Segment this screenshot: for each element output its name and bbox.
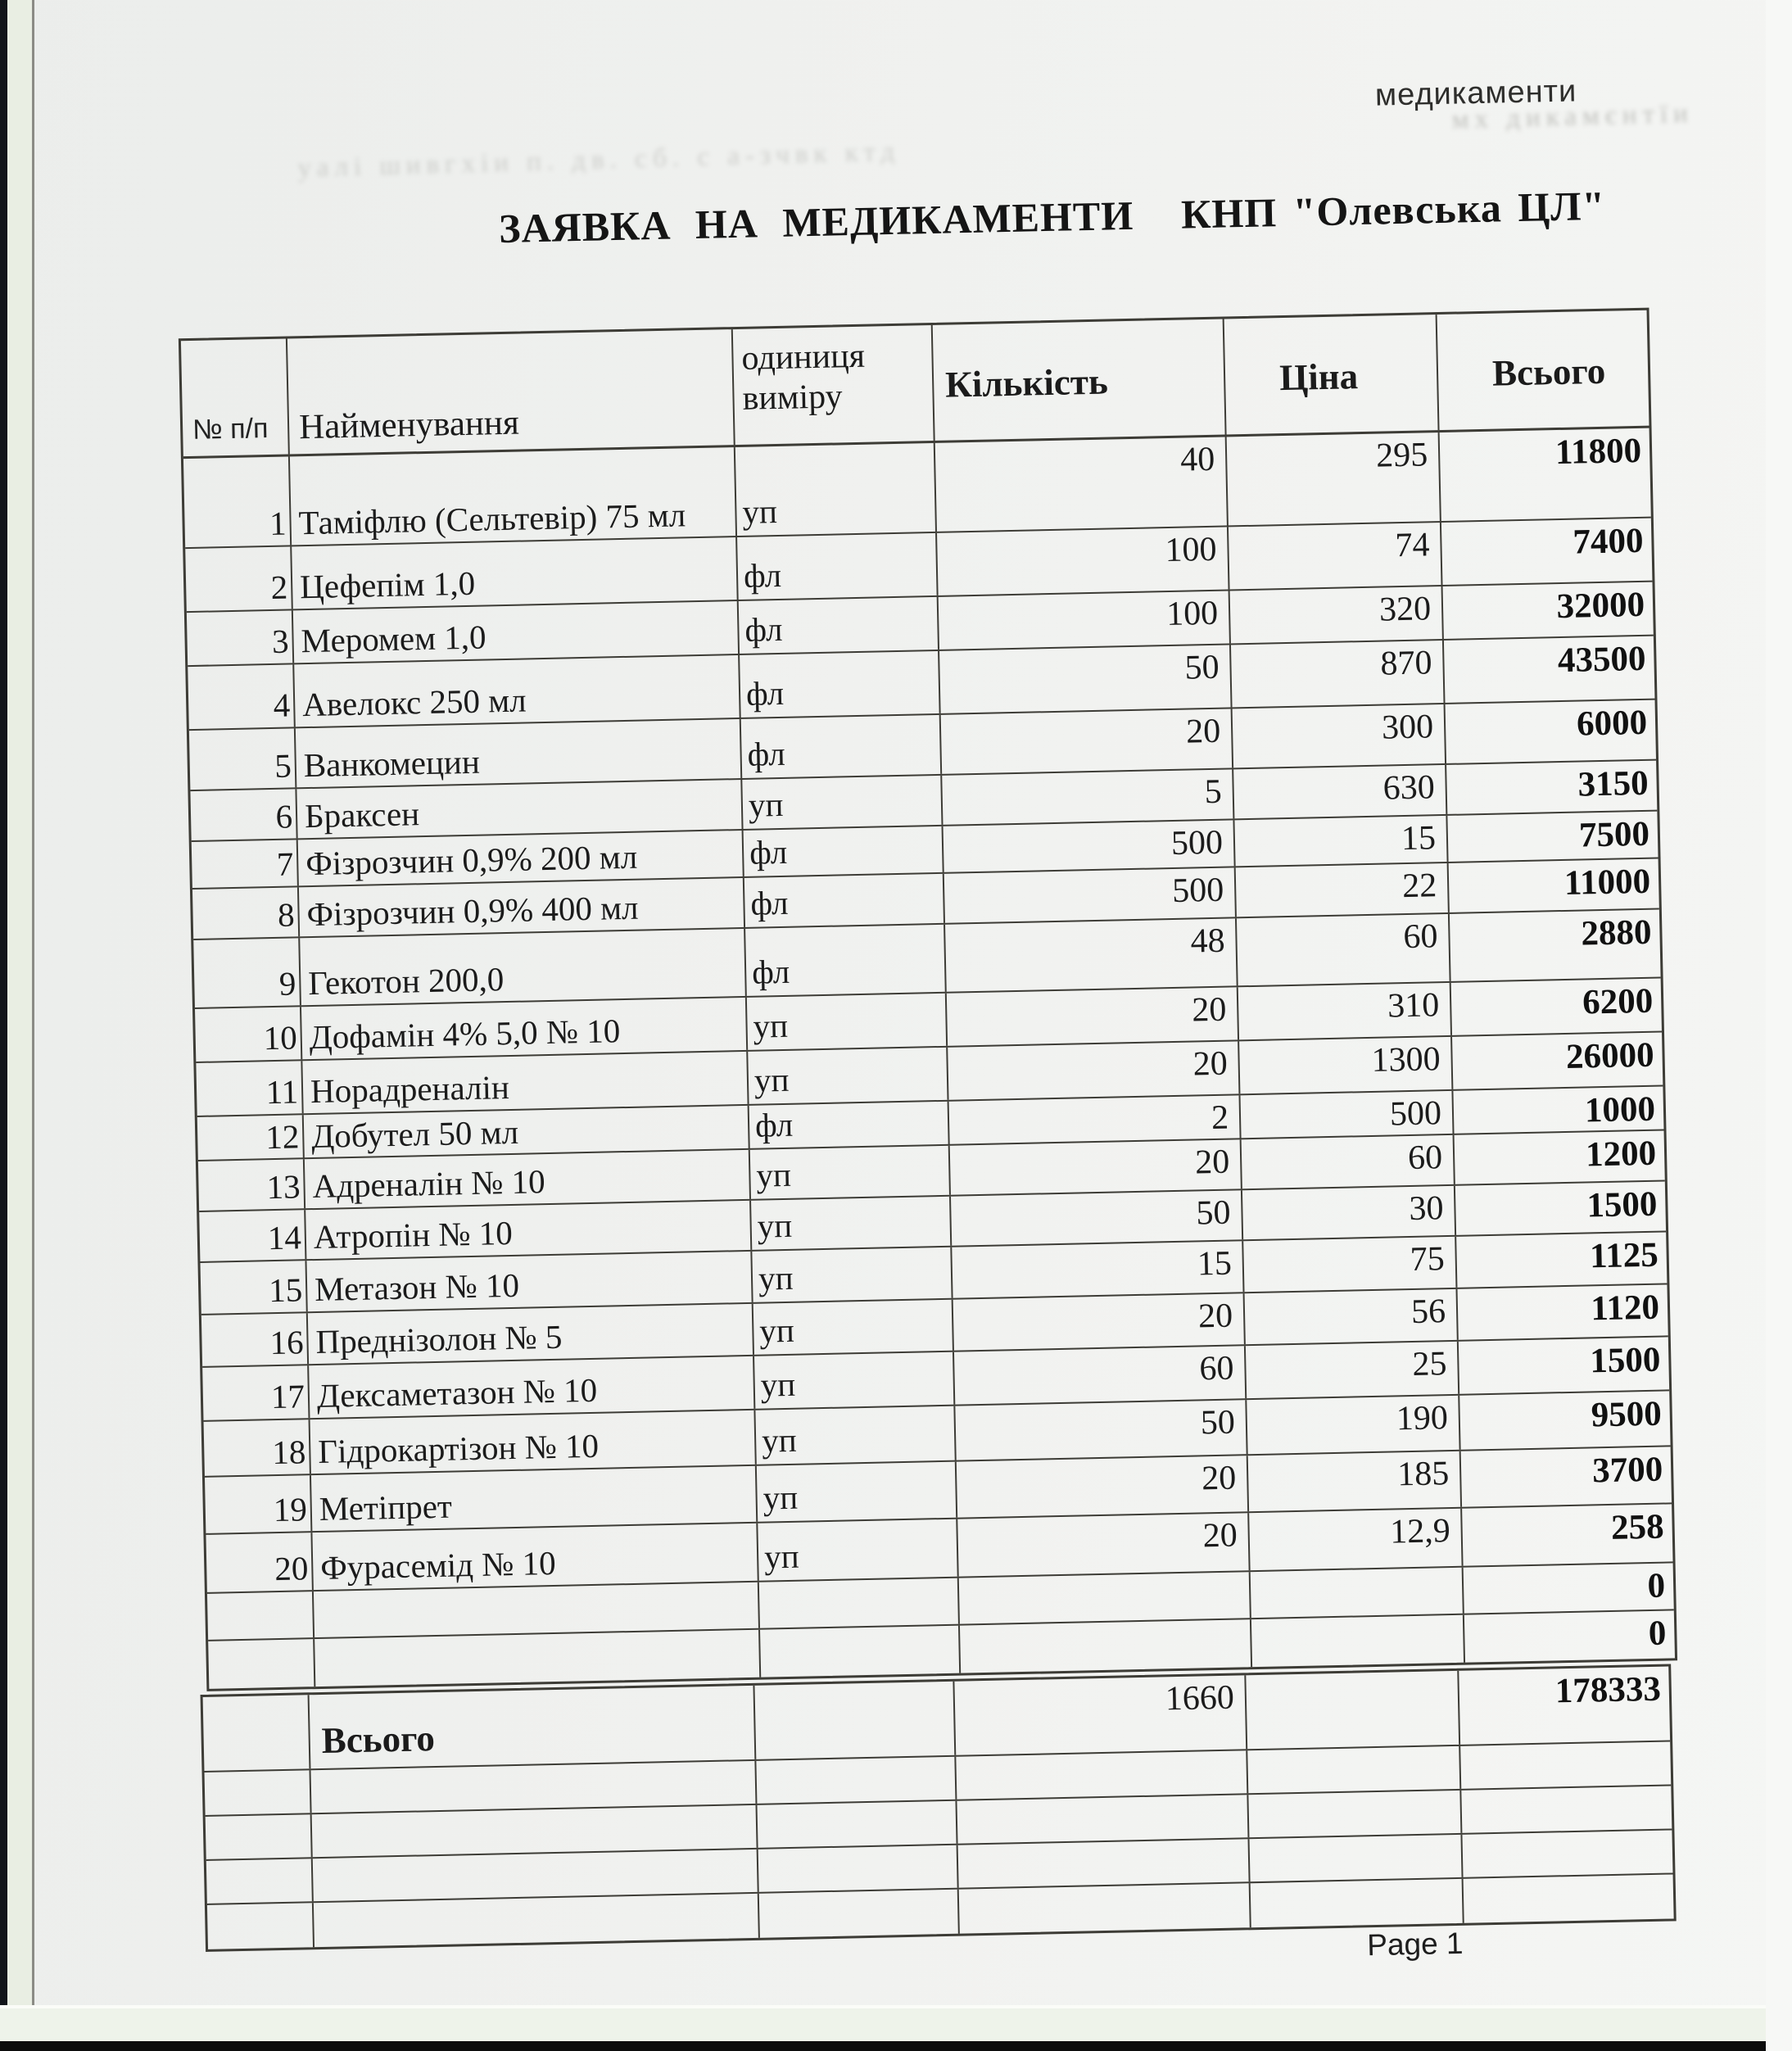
total-cell: 1500 [1589,1340,1661,1381]
total-cell: 0 [1648,1614,1667,1654]
unit-cell: уп [748,1048,948,1104]
drug-name: Браксен [296,780,743,838]
total-cell: 9500 [1591,1394,1663,1435]
price-cell: 30 [1242,1186,1456,1239]
unit-cell: фл [741,715,942,778]
drug-name: Метіпрет [311,1466,758,1531]
qty-cell: 500 [944,820,1236,872]
unit-cell: уп [753,1300,954,1355]
total-cell: 1120 [1590,1288,1660,1329]
drug-name: Дексаметазон № 10 [309,1356,755,1418]
price-cell: 15 [1234,816,1448,866]
price-cell: 22 [1236,863,1450,917]
row-number [207,1591,315,1640]
drug-name: Фурасемід № 10 [312,1524,758,1590]
row-number: 11 [196,1061,303,1116]
drug-name [315,1630,761,1687]
total-cell: 1500 [1586,1184,1658,1225]
header-num: № п/п [181,338,290,456]
row-number: 8 [192,887,300,939]
unit-cell: фл [739,597,939,654]
unit-cell: уп [735,443,937,536]
qty-cell: 20 [957,1513,1250,1576]
qty-cell: 20 [950,1139,1242,1194]
total-cell: 2880 [1580,912,1652,953]
scan-edge-left-dark [0,0,7,2051]
total-cell: 3150 [1577,763,1649,804]
qty-cell: 20 [957,1456,1249,1517]
total-cell: 6000 [1576,703,1648,744]
row-number: 18 [204,1419,311,1476]
unit-cell [760,1626,961,1677]
scan-edge-right-pale [1766,0,1792,2051]
scan-edge-left-line [32,0,34,2051]
unit-cell: фл [744,874,945,927]
title-org: КНП "Олевська ЦЛ" [1180,182,1606,238]
drug-name: Ванкомецин [296,719,742,787]
drug-name: Фізрозчин 0,9% 400 мл [299,878,745,936]
qty-cell: 50 [955,1400,1247,1460]
price-cell [1251,1568,1464,1618]
qty-cell: 60 [954,1346,1247,1404]
qty-cell: 100 [937,527,1230,595]
document-title [499,182,1606,252]
total-cell: 1000 [1584,1089,1656,1130]
drug-name: Таміфлю (Сельтевір) 75 мл [290,447,737,545]
summary-qty: 1660 [954,1675,1247,1754]
price-cell: 870 [1231,641,1446,707]
unit-cell [759,1578,960,1628]
price-cell: 12,9 [1249,1509,1463,1570]
drug-name: Фізрозчин 0,9% 200 мл [298,831,744,885]
qty-cell: 500 [944,867,1237,922]
price-cell: 630 [1233,765,1447,818]
qty-cell: 20 [947,987,1239,1045]
unit-cell: фл [740,651,941,718]
unit-cell: уп [752,1247,953,1302]
row-number: 13 [198,1159,305,1211]
row-number: 1 [183,456,292,547]
price-cell: 300 [1233,704,1446,767]
drug-name: Норадреналін [302,1052,749,1113]
row-number: 15 [200,1261,307,1314]
header-unit [733,325,935,445]
top-right-note: медикаменти [1374,74,1577,113]
unit-cell: уп [742,776,943,829]
bleedthrough-smudge-left: уалі шивгхіи п. дв. сб. с а-зчвк ктд [297,137,901,183]
drug-name: Атропін № 10 [305,1201,752,1259]
summary-table [201,1664,1677,1952]
total-cell: 26000 [1565,1035,1655,1076]
total-cell: 7500 [1578,814,1650,855]
drug-name: Меромем 1,0 [293,601,740,663]
scan-edge-bottom-dark [0,2041,1792,2051]
total-cell: 1125 [1589,1235,1659,1276]
row-number: 10 [195,1007,302,1062]
scan-edge-bottom-pale [0,2008,1792,2041]
price-cell: 25 [1246,1342,1459,1398]
unit-cell: фл [744,826,944,876]
unit-cell: уп [747,994,948,1050]
drug-name: Адреналін № 10 [305,1150,751,1208]
price-cell: 500 [1240,1091,1454,1139]
drug-name: Метазон № 10 [306,1252,753,1311]
drug-name: Преднізолон № 5 [308,1304,754,1364]
row-number [203,1695,311,1771]
row-number: 14 [199,1210,306,1261]
price-cell: 295 [1227,432,1441,525]
price-cell [1246,1671,1460,1749]
header-name: Найменування [287,329,735,454]
row-number: 9 [193,938,301,1007]
price-cell: 185 [1248,1451,1462,1511]
qty-cell: 20 [948,1041,1240,1099]
row-number: 6 [190,789,297,840]
qty-cell: 20 [953,1293,1246,1350]
total-cell: 11800 [1554,431,1642,473]
price-cell: 56 [1245,1289,1459,1344]
header-unit-line2: виміру [742,378,844,419]
row-number: 3 [187,610,294,665]
drug-name: Гекотон 200,0 [300,929,747,1005]
row-number [208,1639,315,1689]
drug-name: Цефепім 1,0 [292,537,738,609]
page-number: Page 1 [1366,1926,1464,1963]
total-cell: 6200 [1582,981,1654,1022]
row-number: 4 [188,664,296,729]
drug-name [314,1582,760,1637]
total-cell: 3700 [1591,1450,1663,1491]
unit-cell [754,1682,956,1759]
total-cell: 7400 [1572,521,1644,562]
qty-cell: 15 [952,1241,1244,1297]
summary-label: Всього [310,1686,757,1768]
row-number: 20 [206,1533,313,1592]
qty-cell: 50 [951,1190,1243,1245]
medication-table [179,308,1677,1691]
title-main: ЗАЯВКА НА МЕДИКАМЕНТИ [498,192,1134,252]
header-total: Всього [1491,350,1606,394]
total-cell: 43500 [1557,639,1646,681]
unit-cell: уп [757,1462,957,1522]
price-cell [1251,1615,1465,1667]
total-cell: 11000 [1563,862,1651,903]
unit-cell: фл [737,533,939,600]
header-qty: Кількість [933,319,1227,441]
summary-total: 178333 [1554,1669,1662,1711]
total-cell: 0 [1647,1566,1666,1606]
price-cell: 190 [1247,1396,1460,1454]
price-cell: 60 [1237,914,1451,985]
qty-cell: 20 [941,709,1233,773]
row-number: 2 [185,546,293,611]
drug-name: Дофамін 4% 5,0 № 10 [301,998,748,1059]
unit-cell: уп [754,1352,955,1409]
qty-cell [959,1572,1251,1623]
unit-cell: фл [749,1102,950,1149]
unit-cell: уп [751,1197,952,1250]
header-unit-line1: одиниця [741,337,866,378]
unit-cell: уп [755,1406,956,1465]
drug-name: Авелокс 250 мл [294,655,740,727]
price-cell: 320 [1230,586,1444,643]
bleedthrough-smudge-right: мх дикамєнтїи [1451,98,1695,135]
drug-name: Гідрокартізон № 10 [310,1410,757,1474]
unit-cell: уп [758,1519,958,1581]
price-cell: 1300 [1239,1037,1453,1093]
qty-cell: 40 [935,437,1229,531]
row-number: 17 [202,1365,310,1420]
row-number: 19 [205,1475,312,1533]
qty-cell: 48 [945,918,1238,991]
qty-cell: 5 [942,769,1234,824]
header-price: Ціна [1224,315,1440,434]
qty-cell: 50 [939,645,1233,713]
price-cell: 60 [1242,1135,1455,1188]
row-number: 12 [197,1115,305,1161]
total-cell: 32000 [1556,585,1645,627]
unit-cell: фл [745,925,947,996]
price-cell: 74 [1229,523,1443,589]
row-number: 7 [192,840,299,888]
price-cell: 75 [1243,1237,1457,1292]
price-cell: 310 [1238,983,1452,1039]
qty-cell: 100 [939,591,1231,649]
unit-cell: уп [750,1146,951,1199]
drug-name: Добутел 50 мл [304,1106,750,1158]
row-number: 16 [201,1313,309,1366]
total-cell: 258 [1610,1507,1665,1547]
row-number: 5 [189,728,296,790]
qty-cell: 2 [949,1095,1242,1144]
scan-edge-left-pale [7,0,32,2051]
qty-cell [960,1619,1252,1673]
total-cell: 1200 [1585,1134,1657,1175]
